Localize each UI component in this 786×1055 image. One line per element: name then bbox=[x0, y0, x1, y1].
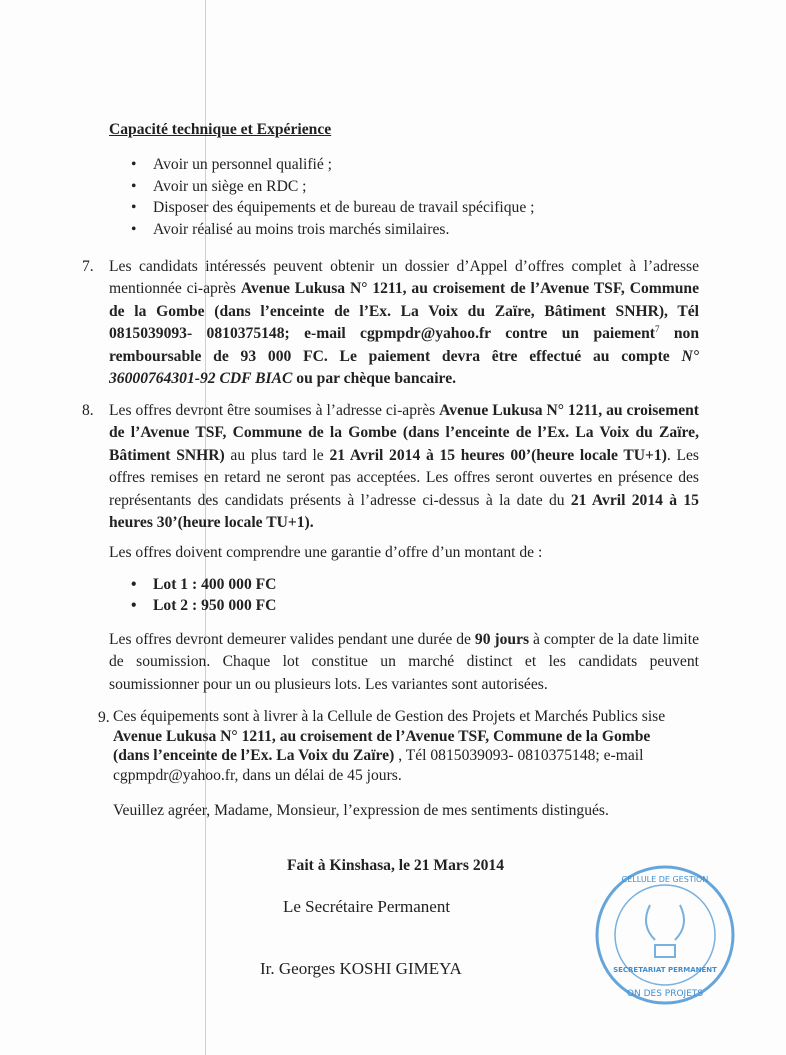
capacity-list bbox=[129, 154, 534, 240]
text: Les offres devront être soumises à l’adresse ci-après bbox=[109, 402, 440, 419]
signatory-title: Le Secrétaire Permanent bbox=[283, 897, 451, 916]
text: au plus tard le bbox=[224, 446, 330, 464]
place-date: Fait à Kinshasa, le 21 Mars 2014 bbox=[287, 857, 505, 874]
list-item: • Avoir réalisé au moins trois marchés similaires. bbox=[129, 219, 534, 241]
paragraph-number: 9. bbox=[98, 709, 110, 726]
validity-days: 90 jours bbox=[474, 631, 530, 648]
official-stamp bbox=[590, 860, 740, 1010]
text: Les candidats intéressés peuvent obtenir un dossier d’Appel d’offres complet à l’adresse mentionnée ci-après bbox=[109, 258, 699, 298]
account-number: N° 36000764301-92 CDF BIAC bbox=[109, 347, 699, 388]
validity-paragraph bbox=[109, 629, 699, 696]
paragraph-9 bbox=[113, 707, 665, 785]
footnote-ref: 7 bbox=[654, 324, 660, 335]
address-text: Avenue Lukusa N° 1211, au croisement de l’Avenue TSF, Commune de la Gombe (dans l’enceinte de l’Ex. La Voix du Zaïre, Bâtiment SNHR), Tél 0815039093- 0810375148; e-mail cgpmpdr@yahoo.fr contre un paiement bbox=[109, 280, 700, 343]
emblem-icon bbox=[646, 905, 684, 957]
stamp-text: CELLULE DE GESTION bbox=[621, 875, 709, 884]
address-text: Avenue Lukusa N° 1211, au croisement de l’Avenue TSF, Commune de la Gombe bbox=[113, 727, 651, 745]
opening-date: 21 Avril 2014 à 15 heures 30’(heure locale TU+1). bbox=[109, 491, 699, 532]
list-item: • Avoir un siège en RDC ; bbox=[129, 176, 534, 198]
guarantee-intro: Les offres doivent comprendre une garantie d’offre d’un montant de : bbox=[109, 544, 543, 561]
stamp-text: SECRETARIAT PERMANENT bbox=[613, 966, 717, 974]
closing-formula: Veuillez agréer, Madame, Monsieur, l’expression de mes sentiments distingués. bbox=[113, 802, 609, 819]
text: , Tél 0815039093- 0810375148; e-mail bbox=[394, 747, 644, 764]
paragraph-7 bbox=[109, 256, 699, 390]
stamp-text: ON DES PROJETS bbox=[626, 989, 704, 999]
signatory-name: Ir. Georges KOSHI GIMEYA bbox=[260, 959, 462, 978]
list-item: • Avoir un personnel qualifié ; bbox=[129, 154, 534, 176]
paragraph-8 bbox=[109, 400, 699, 534]
paragraph-number: 7. bbox=[82, 258, 94, 275]
payment-text: non remboursable de 93 000 FC. Le paiement devra être effectué au compte bbox=[109, 325, 700, 365]
text: cgpmpdr@yahoo.fr, dans un délai de 45 jours. bbox=[113, 766, 402, 784]
deadline: 21 Avril 2014 à 15 heures 00’(heure locale TU+1) bbox=[329, 446, 667, 464]
text: Les offres devront demeurer valides pendant une durée de bbox=[109, 631, 475, 648]
section-heading: Capacité technique et Expérience bbox=[109, 121, 332, 138]
payment-text: ou par chèque bancaire. bbox=[292, 370, 457, 388]
list-item: • Disposer des équipements et de bureau de travail spécifique ; bbox=[129, 197, 534, 219]
text: Ces équipements sont à livrer à la Cellule de Gestion des Projets et Marchés Publics sise bbox=[113, 708, 666, 725]
lot-item: • Lot 2 : 950 000 FC bbox=[129, 595, 276, 616]
lot-item: • Lot 1 : 400 000 FC bbox=[129, 574, 276, 595]
address-text: Avenue Lukusa N° 1211, au croisement de l’Avenue TSF, Commune de la Gombe (dans l’enceinte de l’Ex. La Voix du Zaïre, Bâtiment SNHR) bbox=[109, 402, 700, 464]
text: à compter de la date limite de soumission. Chaque lot constitue un marché distinct et les candidats peuvent soumissionner pour un ou plusieurs lots. Les variantes sont autorisées. bbox=[109, 631, 699, 693]
lots-list bbox=[129, 574, 276, 616]
paragraph-number: 8. bbox=[82, 402, 94, 419]
address-text: (dans l’enceinte de l’Ex. La Voix du Zaïre) bbox=[113, 747, 395, 764]
text: . Les offres remises en retard ne seront pas acceptées. Les offres seront ouvertes en présence des représentants des candidats présents à l’adresse ci-dessus à la date du bbox=[109, 446, 700, 509]
